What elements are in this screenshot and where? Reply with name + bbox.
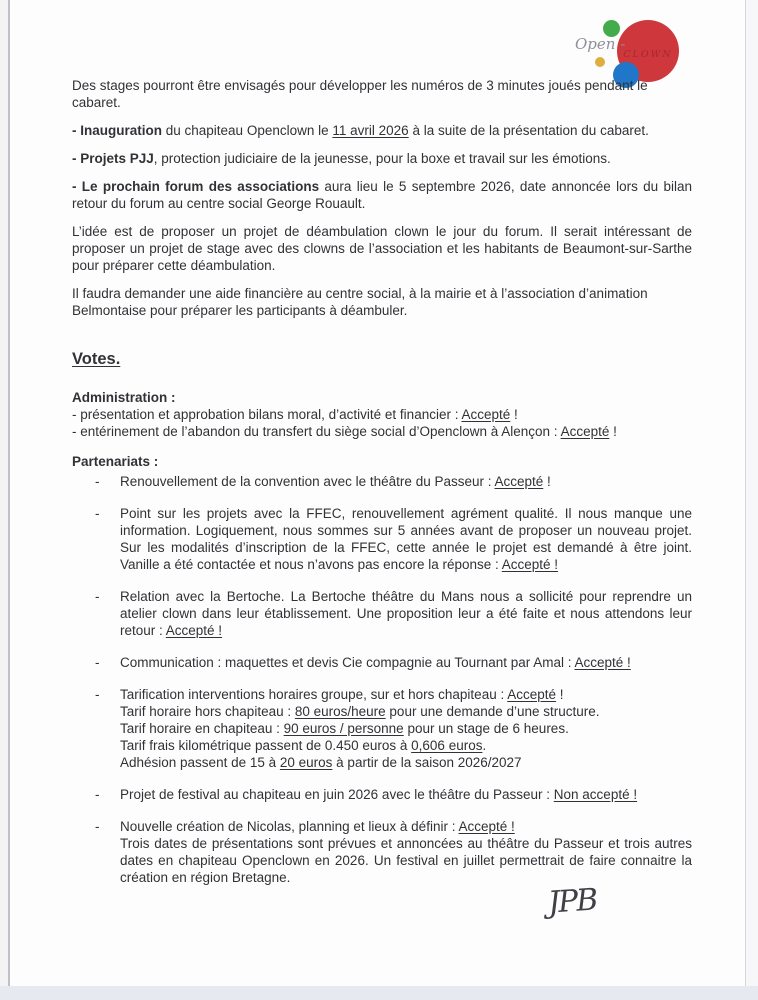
bullet-body <box>120 505 692 573</box>
text-line <box>120 686 692 703</box>
text-line <box>72 423 692 440</box>
text-segment: Tarif frais kilométrique passent de 0.450 euros à <box>120 738 412 753</box>
text-segment: ! <box>510 407 518 422</box>
text-segment: Adhésion passent de 15 à <box>120 755 280 770</box>
text-segment: Accepté ! <box>501 557 559 572</box>
text-line <box>72 406 692 423</box>
text-segment: Accepté <box>494 474 544 489</box>
text-segment: - Inauguration <box>72 123 162 138</box>
text-segment: Accepté ! <box>574 655 631 670</box>
text-line <box>72 77 692 111</box>
text-segment: pour un stage de 6 heures. <box>403 721 569 736</box>
text-segment: Trois dates de présentations sont prévues et annoncées au théâtre du Passeur et trois autres dates en chapiteau Openclown en 2026. Un festival en juillet permettrait de faire connaitre la création en région Bretagne. <box>120 836 692 885</box>
text-segment: L’idée est de proposer un projet de déambulation clown le jour du forum. Il serait intéressant de proposer un projet de stage avec des clowns de l’association et les habitants de Beaumont-sur-Sarthe pour préparer cette déambulation. <box>72 224 692 273</box>
photo-edge-right <box>745 0 758 1000</box>
text-segment: aura lieu le 5 septembre 2026, date annoncée lors du bilan retour du forum au centre social George Rouault. <box>72 179 692 211</box>
text-segment: 11 avril 2026 <box>332 123 409 138</box>
text-segment: - présentation et approbation bilans moral, d’activité et financier : <box>72 407 462 422</box>
label-block <box>72 453 692 470</box>
text-segment: Tarif horaire hors chapiteau : <box>120 704 295 719</box>
text-segment: Point sur les projets avec la FFEC, renouvellement agrément qualité. Il nous manque une information. Logiquement, nous sommes sur 5 années avant de proposer un nouveau projet. Sur les modalités d’inscription de la FFEC, cette année le projet est demandé à être joint. Vanille a été contactée et nous n’avons pas encore la réponse : <box>120 506 692 572</box>
bullet-marker: - <box>95 474 100 489</box>
bullet-item <box>72 654 692 671</box>
text-segment: Nouvelle création de Nicolas, planning et lieux à définir : <box>120 819 459 834</box>
photo-edge-bottom <box>0 986 758 1000</box>
bullet-marker: - <box>95 787 100 802</box>
p-block <box>72 223 692 274</box>
bullet-item <box>72 818 692 886</box>
text-line <box>120 588 692 639</box>
bullet-body <box>120 686 692 771</box>
text-segment: Tarification interventions horaires groupe, sur et hors chapiteau : <box>120 687 508 702</box>
text-line <box>120 786 692 803</box>
document-content <box>72 77 692 901</box>
text-segment: ! <box>556 687 564 702</box>
bullet-body <box>120 654 692 671</box>
photo-edge-left <box>0 0 10 1000</box>
text-line <box>72 389 692 406</box>
bullet-marker: - <box>95 589 100 604</box>
text-segment: Votes. <box>72 350 121 368</box>
text-segment: 80 euros/heure <box>294 704 386 719</box>
heading-block <box>72 349 692 369</box>
text-line <box>120 818 692 835</box>
text-segment: à la suite de la présentation du cabaret. <box>408 123 649 138</box>
bullet-marker: - <box>95 655 100 670</box>
text-line <box>72 122 692 139</box>
text-line <box>72 150 692 167</box>
bullet-item <box>72 505 692 573</box>
p-block <box>72 150 692 167</box>
logo-script-text: Open - <box>575 35 626 53</box>
logo-yellow-dot-icon <box>595 57 605 67</box>
bullet-body <box>120 473 692 490</box>
text-segment: Accepté ! <box>165 623 223 638</box>
text-line <box>120 473 692 490</box>
text-segment: Projet de festival au chapiteau en juin 2026 avec le théâtre du Passeur : <box>120 787 554 802</box>
p-block <box>72 122 692 139</box>
text-segment: 20 euros <box>279 755 333 770</box>
text-segment: - Projets PJJ <box>72 151 154 166</box>
text-line <box>72 178 692 212</box>
text-segment: Il faudra demander une aide financière au centre social, à la mairie et à l’association d’animation Belmontaise pour préparer les participants à déambuler. <box>72 286 648 318</box>
text-segment: ! <box>543 474 551 489</box>
text-segment: pour une demande d’une structure. <box>385 704 600 719</box>
p-block <box>72 77 692 111</box>
bullet-item <box>72 473 692 490</box>
text-line <box>72 223 692 274</box>
text-line <box>120 835 692 886</box>
text-segment: Communication : maquettes et devis Cie compagnie au Tournant par Amal : <box>120 655 575 670</box>
text-segment: Non accepté ! <box>553 787 638 802</box>
bullet-item <box>72 686 692 771</box>
text-segment: Partenariats : <box>72 454 159 469</box>
text-segment: du chapiteau Openclown le <box>162 123 333 138</box>
text-segment: 0,606 euros <box>411 738 483 753</box>
text-segment: Relation avec la Bertoche. La Bertoche théâtre du Mans nous a sollicité pour reprendre un atelier clown dans leur établissement. Une proposition leur a été faite et nous attendons leur retour : <box>120 589 692 638</box>
p-block <box>72 285 692 319</box>
text-line <box>120 505 692 573</box>
bullet-body <box>120 786 692 803</box>
bullet-marker: - <box>95 819 100 834</box>
text-segment: Renouvellement de la convention avec le théâtre du Passeur : <box>120 474 495 489</box>
bullet-item <box>72 588 692 639</box>
signature: JPB <box>546 882 598 921</box>
text-line <box>120 720 692 737</box>
text-line <box>120 737 692 754</box>
text-line <box>120 754 692 771</box>
text-line <box>72 349 692 369</box>
text-line <box>120 703 692 720</box>
text-segment: Accepté <box>461 407 511 422</box>
text-segment: Tarif horaire en chapiteau : <box>120 721 284 736</box>
text-segment: - Le prochain forum des associations <box>72 179 320 194</box>
text-segment: - entérinement de l’abandon du transfert du siège social d’Openclown à Alençon : <box>72 424 561 439</box>
text-line <box>120 654 692 671</box>
bullet-body <box>120 818 692 886</box>
p-block <box>72 178 692 212</box>
logo-clown-text: CLOWN <box>623 48 673 60</box>
text-segment: à partir de la saison 2026/2027 <box>332 755 522 770</box>
text-segment: . <box>482 738 487 753</box>
text-segment: Accepté <box>560 424 610 439</box>
text-segment: Des stages pourront être envisagés pour développer les numéros de 3 minutes joués pendant le cabaret. <box>72 78 648 110</box>
text-segment: Administration : <box>72 390 176 405</box>
bullet-body <box>120 588 692 639</box>
text-line <box>72 453 692 470</box>
bullet-item <box>72 786 692 803</box>
group-block <box>72 389 692 440</box>
text-segment: 90 euros / personne <box>283 721 404 736</box>
bullet-marker: - <box>95 506 100 521</box>
text-segment: Accepté <box>507 687 556 702</box>
text-segment: ! <box>609 424 617 439</box>
text-segment: , protection judiciaire de la jeunesse, pour la boxe et travail sur les émotions. <box>153 151 611 166</box>
bullet-marker: - <box>95 687 100 702</box>
text-segment: Accepté ! <box>458 819 515 834</box>
text-line <box>72 285 692 319</box>
